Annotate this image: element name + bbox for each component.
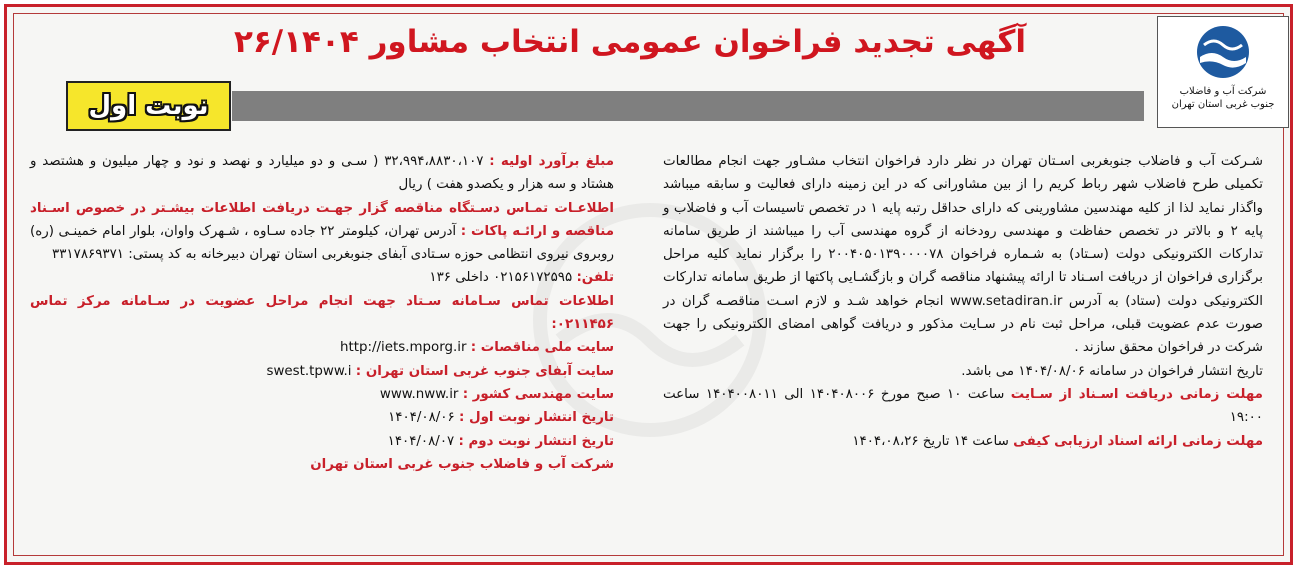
water-drop-logo-icon xyxy=(1194,23,1252,81)
date-row xyxy=(30,406,614,429)
phone-label: تلفن: xyxy=(576,270,614,286)
date-row xyxy=(30,430,614,453)
logo-line-2: جنوب غربی استان تهران xyxy=(1171,99,1275,110)
logo-line-1: شرکت آب و فاضلاب xyxy=(1179,86,1267,97)
main-text-column xyxy=(663,150,1263,453)
estimate-label: مبلغ برآورد اولیه : xyxy=(489,154,615,169)
setad-url[interactable]: www.setadiran.ir xyxy=(949,293,1063,309)
date-label: تاریخ انتشار نوبت اول : xyxy=(458,410,614,426)
header-band xyxy=(232,91,1144,121)
signature: شرکت آب و فاضلاب جنوب غربی استان تهران xyxy=(310,456,614,472)
main-paragraph-2: انجام خواهد شـد و لازم اسـت مناقصـه گران در صورت عدم عضویت قبلی، مراحل ثبت نام در سـایت مذکور و دریافت گواهی امضای الکترونیکی را جهت شرکت در فراخوان محقق سازند . xyxy=(663,293,1263,356)
main-paragraph: شـرکت آب و فاضلاب جنوبغربی اسـتان تهران در نظر دارد فراخوان انتخاب مشـاور جهت انجام مطالعات تکمیلی طرح فاضلاب شهر رباط کریم را از بین مشاورانی که در این زمینه دارای فعالیت و سابقه میباشد واگذار نماید لذا از کلیه مهندسین مشاورینی که دارای حداقل رتبه پایه ۱ در تخصص تاسیسات آب و فاضلاب و پایه ۲ و بالاتر در تخصص حفاظت و مهندسی رودخانه از گروه مهندسی آب را میباشند از طریق سامانه تدارکات الکترونیکی دولت (سـتاد) به شـماره فراخوان ۲۰۰۴۰۵۰۱۳۹۰۰۰۰۷۸ را برگزار نماید کلیه مراحل برگزاری فراخوان از دریافت اسـناد تا ارائه پیشنهاد مناقصه گران و بازگشـایی پاکتها از طریق سامانه تدارکات الکترونیکی دولت (ستاد) به آدرس xyxy=(663,154,1263,309)
site-row xyxy=(30,383,614,406)
deadline-documents-text: ساعت ۱۰ صبح مورخ ۱۴۰۴۰۸۰۰۶ الی ۱۴۰۴۰۰۸۰۱۱ ساعت ۱۹:۰۰ xyxy=(663,386,1263,426)
date-value: ۱۴۰۴/۰۸/۰۷ xyxy=(387,433,455,449)
publish-date-line: تاریخ انتشار فراخوان در سامانه ۱۴۰۴/۰۸/۰۶ می باشد. xyxy=(961,363,1263,379)
site-label: سایت مهندسی کشور : xyxy=(462,386,614,402)
phone-text: ۰۲۱۵۶۱۷۲۵۹۵ داخلی ۱۳۶ xyxy=(429,270,573,286)
estimate-text: ۳۲،۹۹۴،۸۸۳۰،۱۰۷ ( سـی و دو میلیارد و نهصد و نود و چهار میلیون و هشتصد و هشتاد و سه هزار و یکصدو هفت ) ریال xyxy=(30,154,614,193)
company-logo-box xyxy=(1157,16,1289,128)
site-row xyxy=(30,360,614,383)
deadline-quality-text: ساعت ۱۴ تاریخ ۱۴۰۴،۰۸،۲۶ xyxy=(852,433,1009,449)
site-value-link[interactable]: http://iets.mporg.ir xyxy=(340,340,467,356)
address-text: آدرس تهران، کیلومتر ۲۲ جاده سـاوه ، شـهرک واوان، بلوار امام خمینـی (ره) روبروی نیروی انتظامی حوزه سـتادی آبفای جنوبغربی استان تهران دبیرخانه به کد پستی: ۳۳۱۷۸۶۹۳۷۱ xyxy=(30,223,614,263)
date-label: تاریخ انتشار نوبت دوم : xyxy=(458,433,614,449)
deadline-quality-label: مهلت زمانی ارائه اسناد ارزیابی کیفی xyxy=(1013,433,1263,449)
site-value-link[interactable]: swest.tpww.i xyxy=(266,363,352,379)
date-value: ۱۴۰۴/۰۸/۰۶ xyxy=(388,410,455,426)
contact-column xyxy=(30,150,614,476)
first-issue-badge: نوبت اول xyxy=(66,81,231,131)
site-label: سایت ملی مناقصات : xyxy=(470,340,614,356)
contact-heading: اطلاعـات تمـاس دسـتگاه مناقصه گزار جهـت دریافت اطلاعات بیشـتر در خصوص اسـناد مناقصه و ارائـه پاکات : xyxy=(30,200,614,239)
site-row xyxy=(30,336,614,359)
site-label: سایت آبفای جنوب غربی استان تهران : xyxy=(355,363,614,379)
deadline-documents-label: مهلت زمانی دریافت اسـناد از سـایت xyxy=(1010,386,1263,402)
setad-contact-heading: اطلاعات تماس سـامانه سـتاد جهت انجام مراحل عضویت در سـامانه مرکز تماس ۰۲۱۱۴۵۶: xyxy=(30,293,614,333)
site-value-link[interactable]: www.nww.ir xyxy=(379,386,459,402)
page-title: آگهی تجدید فراخوان عمومی انتخاب مشاور ۲۶/۱۴۰۴ xyxy=(233,24,1027,60)
